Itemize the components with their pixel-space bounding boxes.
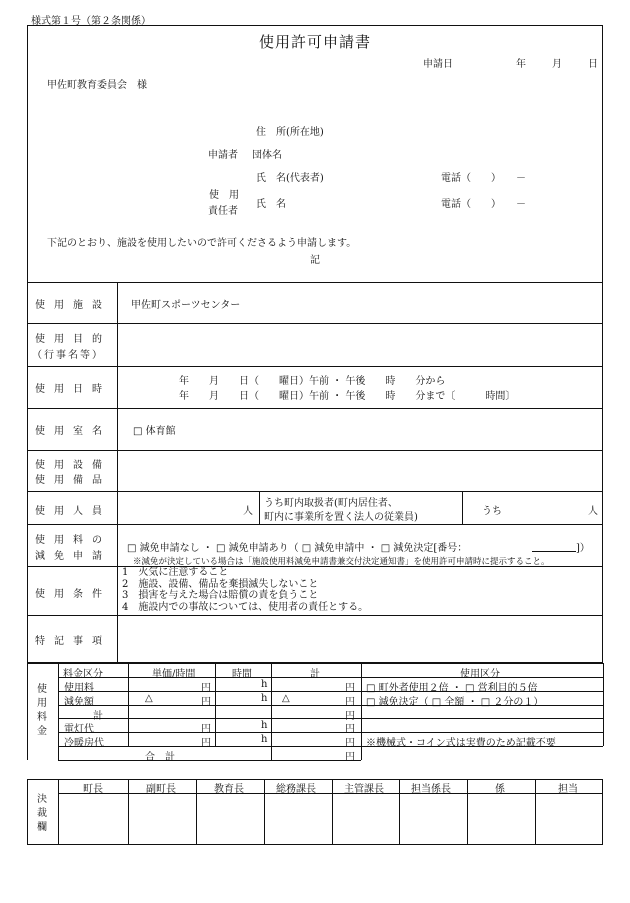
- fee-row-pre-unit: △: [145, 693, 153, 704]
- responsible-label-bottom: 責任者: [208, 206, 238, 217]
- fee-reduction-options-end: ]）: [576, 543, 590, 554]
- facility-label: 使用施設: [35, 300, 111, 311]
- fee-row-unit: 円: [201, 724, 211, 735]
- approval-header-staff: 係: [495, 784, 505, 795]
- fee-reduction-label-1: 使用料の: [35, 535, 111, 546]
- fee-header-hours: 時間: [232, 669, 252, 680]
- fee-row-total: 円: [345, 711, 355, 722]
- facility-value: 甲佐町スポーツセンター: [131, 300, 241, 311]
- fee-row-hour: h: [261, 734, 268, 745]
- approval-header-responsible-chief: 主管課長: [344, 784, 384, 795]
- fee-row-label: 冷暖房代: [64, 738, 104, 749]
- fee-header-usage: 使用区分: [460, 669, 500, 680]
- reduction-number-blank: [532, 539, 576, 552]
- fee-row-unit: 円: [201, 738, 211, 749]
- fee-side-label: 使 用 料 金: [37, 684, 47, 737]
- fee-row-total: 円: [345, 724, 355, 735]
- fee-row-hour: h: [261, 679, 268, 690]
- fee-row-unit: 円: [201, 683, 211, 694]
- approval-side-label: 決 裁 欄: [37, 794, 47, 833]
- date-year: 年: [516, 59, 526, 70]
- people-label: 使用人員: [35, 506, 111, 517]
- fee-reduction-note: ※減免が決定している場合は「施設使用料減免申請書兼交付決定通知書」を使用許可申請時に提示すること。: [133, 557, 550, 567]
- condition-item: 2 施設、設備、備品を棄損滅失しないこと: [122, 578, 319, 590]
- approval-header-section-chief: 担当係長: [411, 784, 451, 795]
- fee-row-hour: h: [261, 693, 268, 704]
- fee-header-total: 計: [310, 669, 320, 680]
- approval-header-person-in-charge: 担当: [558, 784, 578, 795]
- people-local-uchi: うち: [482, 506, 502, 517]
- condition-item: 3 損害を与えた場合は賠償の責を負うこと: [122, 590, 319, 601]
- conditions-list: [122, 567, 368, 613]
- address-label: 住 所(所在地): [256, 127, 324, 138]
- fee-row-pre-total: △: [282, 693, 290, 704]
- people-local-note-2: 町内に事業所を置く法人の従業員): [264, 512, 418, 523]
- room-value: □ 体育館: [133, 426, 176, 437]
- fee-row-unit: 円: [201, 697, 211, 708]
- people-unit: 人: [243, 506, 253, 517]
- addressee: 甲佐町教育委員会 様: [47, 80, 147, 91]
- date-month: 月: [552, 59, 562, 70]
- datetime-end: 年 月 日（ 曜日）午前 ・ 午後 時 分まで〔 時間〕: [179, 391, 516, 402]
- fee-row-usage: □ 減免決定（ □ 全額 ・ □ ２分の１）: [366, 697, 544, 708]
- equipment-label-2: 使用備品: [35, 475, 111, 486]
- fee-grand-total-label: 合 計: [145, 752, 175, 763]
- fee-row-label: 減免額: [64, 697, 94, 708]
- condition-item: 4 施設内での事故については、使用者の責任とする。: [122, 601, 369, 613]
- group-name-label: 団体名: [252, 150, 282, 161]
- fee-grand-total-unit: 円: [345, 752, 355, 763]
- fee-row-total: 円: [345, 683, 355, 694]
- datetime-label: 使用日時: [35, 384, 111, 395]
- application-date-label: 申請日: [423, 59, 453, 70]
- request-statement: 下記のとおり、施設を使用したいので許可くださるよう申請します。: [47, 238, 357, 249]
- phone-field-1: 電話（ ） －: [441, 173, 526, 184]
- people-local-note-1: うち町内取扱者(町内居住者、: [264, 498, 398, 509]
- purpose-sublabel: （行事名等）: [32, 350, 104, 361]
- approval-header-general-affairs-chief: 総務課長: [276, 784, 316, 795]
- purpose-label: 使用目的: [35, 334, 111, 345]
- responsible-label-top: 使 用: [209, 190, 239, 201]
- fee-header-category: 料金区分: [63, 669, 103, 680]
- form-number: 様式第１号（第２条関係）: [31, 16, 151, 27]
- form-title: 使用許可申請書: [259, 33, 372, 51]
- equipment-label-1: 使用設備: [35, 460, 111, 471]
- approval-header-superintendent: 教育長: [214, 784, 244, 795]
- fee-row-usage: □ 町外者使用２倍 ・ □ 営利目的５倍: [366, 683, 538, 694]
- datetime-start: 年 月 日（ 曜日）午前 ・ 午後 時 分から: [179, 376, 446, 387]
- ki-mark: 記: [310, 255, 320, 266]
- people-local-unit: 人: [588, 506, 598, 517]
- applicant-label: 申請者: [208, 150, 238, 161]
- fee-row-total: 円: [345, 697, 355, 708]
- conditions-label: 使用条件: [35, 589, 111, 600]
- fee-row-total: 円: [345, 738, 355, 749]
- condition-item: 1 火気に注意すること: [122, 567, 229, 578]
- approval-header-deputy-mayor: 副町長: [146, 784, 176, 795]
- fee-row-label: 計: [93, 711, 103, 722]
- phone-field-2: 電話（ ） －: [441, 199, 526, 210]
- fee-row-label: 使用料: [64, 683, 94, 694]
- fee-row-usage: ※機械式・コイン式は実費のため記載不要: [366, 738, 556, 749]
- fee-header-unit-price: 単価/時間: [152, 669, 196, 680]
- room-label: 使用室名: [35, 426, 111, 437]
- representative-name-label: 氏 名(代表者): [256, 173, 324, 184]
- date-day: 日: [588, 59, 598, 70]
- fee-row-hour: h: [261, 720, 268, 731]
- fee-reduction-options: □ 減免申請なし ・ □ 減免申請あり（ □ 減免申請中 ・ □ 減免決定[番号：: [127, 543, 468, 554]
- responsible-name-label: 氏 名: [256, 199, 286, 210]
- approval-header-mayor: 町長: [83, 784, 103, 795]
- fee-row-label: 電灯代: [64, 724, 94, 735]
- special-notes-label: 特記事項: [35, 636, 111, 647]
- fee-reduction-label-2: 減免申請: [35, 551, 111, 562]
